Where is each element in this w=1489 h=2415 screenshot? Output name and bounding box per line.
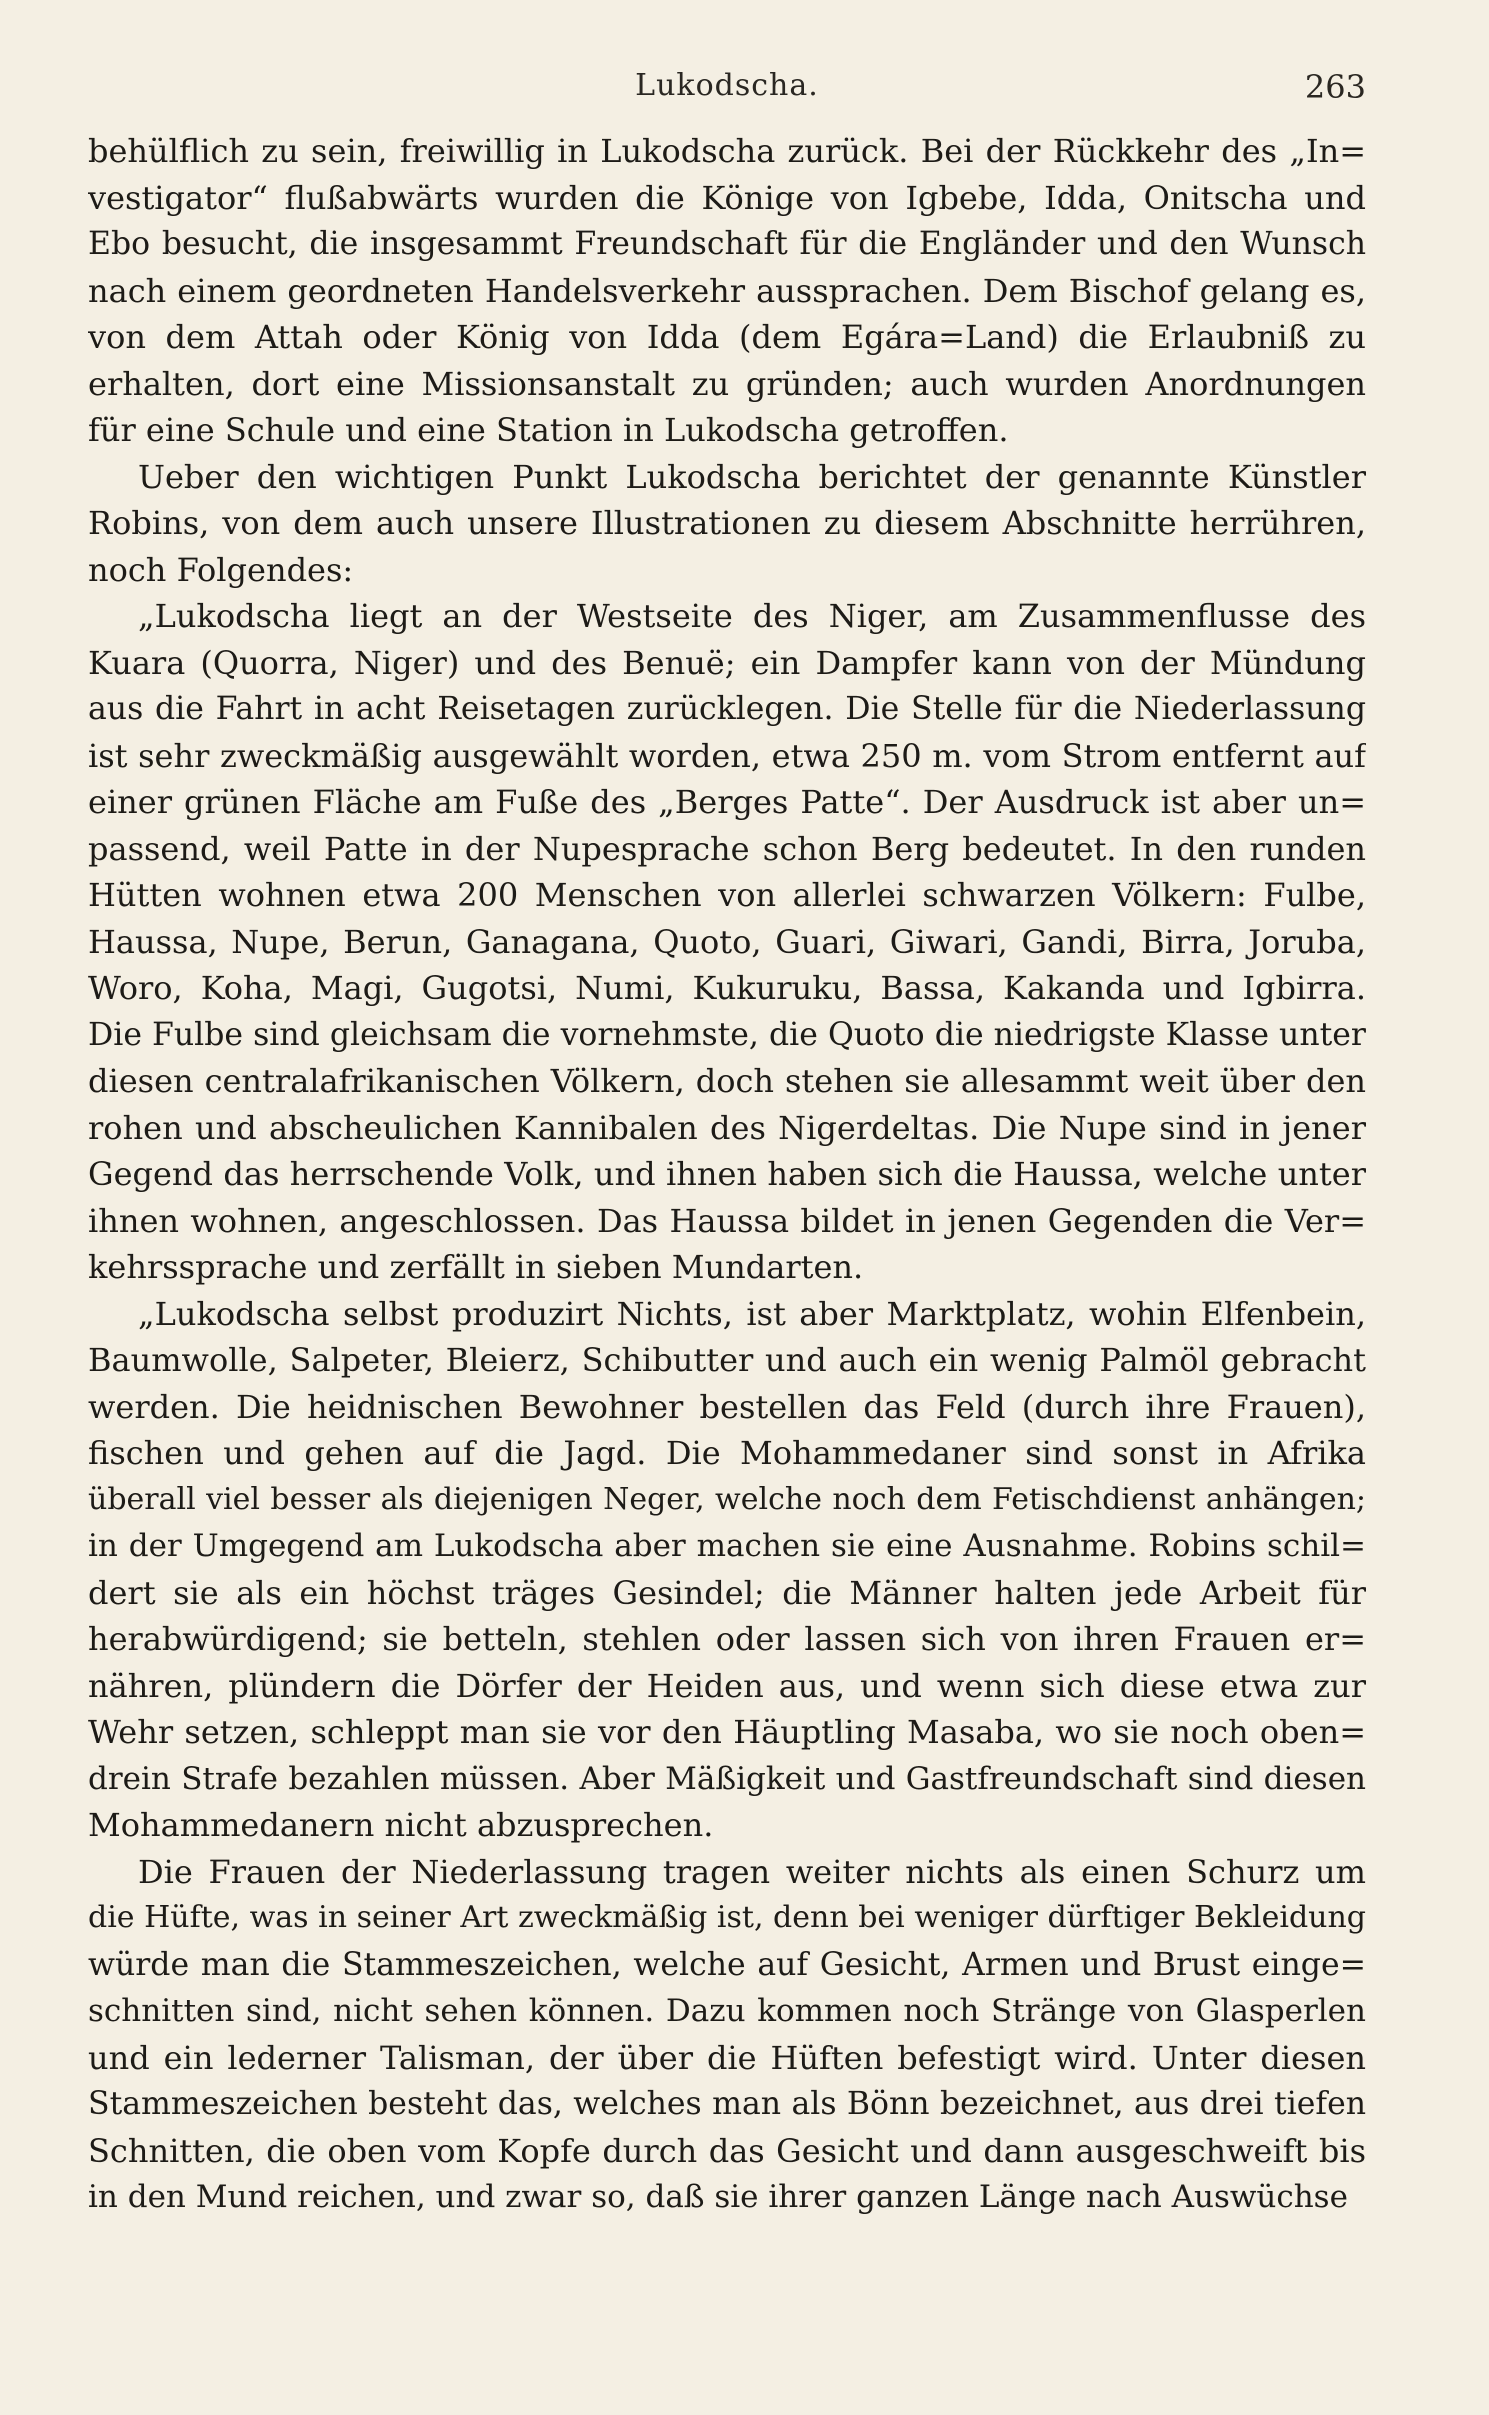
text-line: erhalten, dort eine Missionsanstalt zu gründen; auch wurden Anordnungen <box>88 364 1366 403</box>
page-number: 263 <box>1304 68 1366 106</box>
text-line: kehrssprache und zerfällt in sieben Mundarten. <box>88 1248 864 1286</box>
text-line: Die Fulbe sind gleichsam die vornehmste, die Quoto die niedrigste Klasse unter <box>88 1016 1366 1053</box>
paragraph <box>88 128 1366 454</box>
text-line: noch Folgendes: <box>88 550 354 589</box>
paragraph <box>88 1291 1366 1849</box>
text-line: würde man die Stammeszeichen, welche auf Gesicht, Armen und Brust einge= <box>88 1946 1366 1983</box>
text-line: „Lukodscha selbst produzirt Nichts, ist aber Marktplatz, wohin Elfenbein, <box>138 1294 1366 1333</box>
text-line: werden. Die heidnischen Bewohner bestellen das Feld (durch ihre Frauen), <box>88 1387 1366 1426</box>
text-line: rohen und abscheulichen Kannibalen des Nigerdeltas. Die Nupe sind in jener <box>88 1108 1366 1147</box>
text-line: Haussa, Nupe, Berun, Ganagana, Quoto, Guari, Giwari, Gandi, Birra, Joruba, <box>88 922 1366 961</box>
text-line: schnitten sind, nicht sehen können. Dazu kommen noch Stränge von Glasperlen <box>88 1993 1366 2029</box>
text-line: passend, weil Patte in der Nupesprache schon Berg bedeutet. In den runden <box>88 829 1366 868</box>
text-line: nach einem geordneten Handelsverkehr aussprachen. Dem Bischof gelang es, <box>88 271 1366 310</box>
text-line: ist sehr zweckmäßig ausgewählt worden, etwa 250 m. vom Strom entfernt auf <box>88 736 1366 775</box>
running-title: Lukodscha. <box>635 68 819 103</box>
paragraph <box>88 454 1366 594</box>
text-line: vestigator“ flußabwärts wurden die Könige von Igbebe, Idda, Onitscha und <box>88 178 1366 217</box>
text-line: Baumwolle, Salpeter, Bleierz, Schibutter und auch ein wenig Palmöl gebracht <box>88 1341 1366 1379</box>
text-line: fischen und gehen auf die Jagd. Die Mohammedaner sind sonst in Afrika <box>88 1434 1366 1472</box>
text-line: Die Frauen der Niederlassung tragen weiter nichts als einen Schurz um <box>138 1852 1366 1891</box>
text-line: einer grünen Fläche am Fuße des „Berges Patte“. Der Ausdruck ist aber un= <box>88 783 1366 821</box>
text-line: ihnen wohnen, angeschlossen. Das Haussa bildet in jenen Gegenden die Ver= <box>88 1201 1366 1240</box>
text-line: Hütten wohnen etwa 200 Menschen von allerlei schwarzen Völkern: Fulbe, <box>88 876 1366 914</box>
text-line: Ueber den wichtigen Punkt Lukodscha berichtet der genannte Künstler <box>138 457 1366 496</box>
text-line: „Lukodscha liegt an der Westseite des Niger, am Zusammenflusse des <box>138 597 1366 635</box>
text-line: Gegend das herrschende Volk, und ihnen haben sich die Haussa, welche unter <box>88 1155 1366 1193</box>
text-line: behülflich zu sein, freiwillig in Lukodscha zurück. Bei der Rückkehr des „In= <box>88 132 1366 170</box>
text-line: herabwürdigend; sie betteln, stehlen oder lassen sich von ihren Frauen er= <box>88 1620 1366 1658</box>
text-line: Schnitten, die oben vom Kopfe durch das Gesicht und dann ausgeschweift bis <box>88 2131 1366 2170</box>
text-line: Stammeszeichen besteht das, welches man als Bönn bezeichnet, aus drei tiefen <box>88 2086 1366 2122</box>
text-line: Robins, von dem auch unsere Illustrationen zu diesem Abschnitte herrühren, <box>88 504 1366 542</box>
text-line: und ein lederner Talisman, der über die Hüften befestigt wird. Unter diesen <box>88 2038 1366 2077</box>
body-text <box>88 128 1366 2221</box>
paragraph <box>88 593 1366 1291</box>
text-line: drein Strafe bezahlen müssen. Aber Mäßigkeit und Gastfreundschaft sind diesen <box>88 1760 1366 1797</box>
text-line: Wehr setzen, schleppt man sie vor den Häuptling Masaba, wo sie noch oben= <box>88 1713 1366 1751</box>
text-line: diesen centralafrikanischen Völkern, doch stehen sie allesammt weit über den <box>88 1062 1366 1100</box>
text-line: Mohammedanern nicht abzusprechen. <box>88 1806 714 1844</box>
running-head <box>88 68 1366 112</box>
text-line: in der Umgegend am Lukodscha aber machen sie eine Ausnahme. Robins schil= <box>88 1528 1366 1564</box>
text-line: für eine Schule und eine Station in Lukodscha getroffen. <box>88 411 1009 449</box>
text-line: überall viel besser als diejenigen Neger, welche noch dem Fetischdienst anhängen; <box>88 1481 1366 1517</box>
text-line: von dem Attah oder König von Idda (dem Egára=Land) die Erlaubniß zu <box>88 318 1366 356</box>
text-line: dert sie als ein höchst träges Gesindel; die Männer halten jede Arbeit für <box>88 1573 1366 1612</box>
text-line: Woro, Koha, Magi, Gugotsi, Numi, Kukuruku, Bassa, Kakanda und Igbirra. <box>88 969 1366 1007</box>
text-line: aus die Fahrt in acht Reisetagen zurücklegen. Die Stelle für die Niederlassung <box>88 691 1366 727</box>
text-line: in den Mund reichen, und zwar so, daß sie ihrer ganzen Länge nach Auswüchse <box>88 2179 1348 2215</box>
text-line: die Hüfte, was in seiner Art zweckmäßig ist, denn bei weniger dürftiger Bekleidung <box>88 1900 1366 1935</box>
paragraph <box>88 1849 1366 2221</box>
text-line: Kuara (Quorra, Niger) und des Benuë; ein Dampfer kann von der Mündung <box>88 643 1366 682</box>
text-line: nähren, plündern die Dörfer der Heiden aus, und wenn sich diese etwa zur <box>88 1666 1366 1705</box>
text-line: Ebo besucht, die insgesammt Freundschaft für die Engländer und den Wunsch <box>88 226 1366 262</box>
